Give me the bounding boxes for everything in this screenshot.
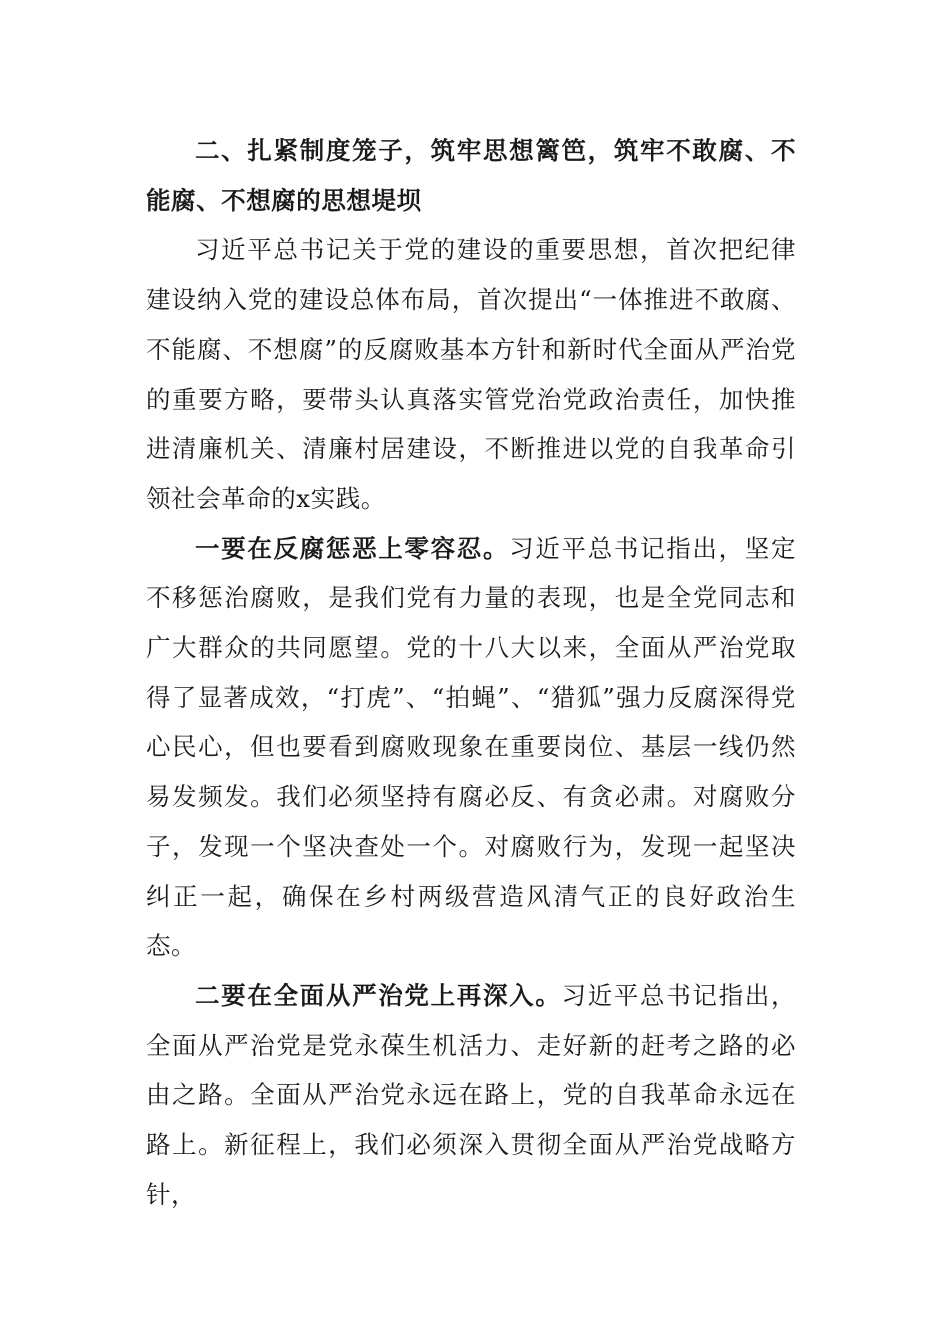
section-heading: 二、扎紧制度笼子，筑牢思想篱笆，筑牢不敢腐、不能腐、不想腐的思想堤坝 (146, 136, 796, 215)
paragraph-anti-corruption (146, 524, 796, 971)
paragraph-strict-governance (146, 971, 796, 1220)
paragraph-text: 习近平总书记指出，全面从严治党是党永葆生机活力、走好新的赶考之路的必由之路。全面从严治党永远在路上，党的自我革命永远在路上。新征程上，我们必须深入贯彻全面从严治党战略方针， (146, 980, 796, 1209)
document-page (146, 126, 796, 1219)
paragraph-text: 习近平总书记关于党的建设的重要思想，首次把纪律建设纳入党的建设总体布局，首次提出“一体推进不敢腐、不能腐、不想腐”的反腐败基本方针和新时代全面从严治党的重要方略，要带头认真落实管党治党政治责任，加快推进清廉机关、清廉村居建设，不断推进以党的自我革命引领社会革命的x实践。 (146, 235, 796, 513)
paragraph-text: 习近平总书记指出，坚定不移惩治腐败，是我们党有力量的表现，也是全党同志和广大群众的共同愿望。党的十八大以来，全面从严治党取得了显著成效，“打虎”、“拍蝇”、“猎狐”强力反腐深得党心民心，但也要看到腐败现象在重要岗位、基层一线仍然易发频发。我们必须坚持有腐必反、有贪必肃。对腐败分子，发现一个坚决查处一个。对腐败行为，发现一起坚决纠正一起，确保在乡村两级营造风清气正的良好政治生态。 (146, 533, 796, 961)
paragraph-intro (146, 225, 796, 523)
paragraph-lead: 一要在反腐惩恶上零容忍。 (195, 533, 510, 563)
paragraph-lead: 二要在全面从严治党上再深入。 (195, 980, 562, 1010)
